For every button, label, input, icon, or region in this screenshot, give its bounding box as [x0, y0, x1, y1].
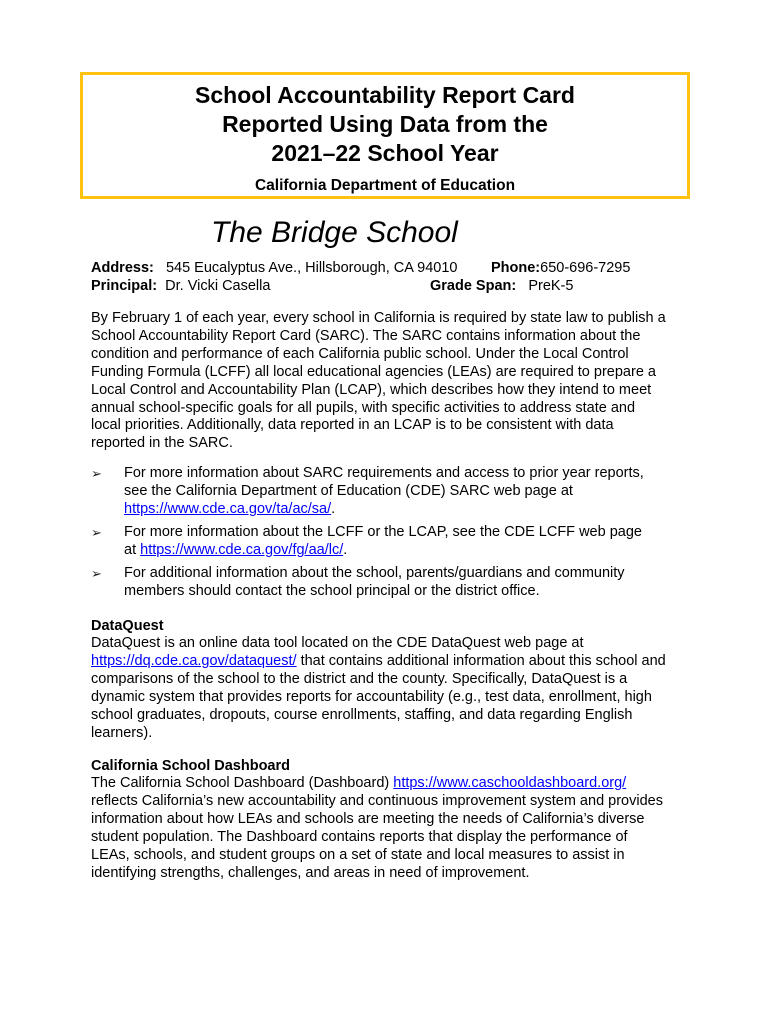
report-title-line-1: School Accountability Report Card: [195, 82, 575, 108]
intro-line: local priorities. Additionally, data reported in an LCAP is to be consistent with data: [91, 417, 614, 434]
dataquest-line: that contains additional information about this school and: [296, 652, 666, 669]
principal-label: Principal:: [91, 278, 158, 294]
report-title-line-2: Reported Using Data from the: [222, 111, 548, 137]
dashboard-link[interactable]: https://www.caschooldashboard.org/: [393, 775, 627, 791]
bullet-text: .: [343, 541, 348, 558]
dashboard-line: identifying strengths, challenges, and areas in need of improvement.: [91, 864, 530, 881]
intro-line: Local Control and Accountability Plan (LCAP), which describes how they intend to meet: [91, 381, 652, 398]
grade-span-label: Grade Span:: [430, 278, 517, 294]
dataquest-paragraph: [91, 635, 701, 742]
address-row: [91, 259, 458, 277]
report-title-line-3: 2021–22 School Year: [271, 140, 499, 166]
address-value: 545 Eucalyptus Ave., Hillsborough, CA 94010: [165, 260, 458, 276]
grade-span-row: [430, 277, 573, 295]
grade-span-value: PreK-5: [528, 278, 574, 294]
intro-line: annual school-specific goals for all pupils, with specific activities to address state and: [91, 399, 636, 416]
bullet-text: members should contact the school principal or the district office.: [124, 582, 540, 599]
bullet-text: For more information about SARC requirements and access to prior year reports,: [124, 465, 644, 481]
intro-paragraph: [91, 310, 701, 453]
address-label: Address:: [91, 260, 154, 276]
bullet-text: .: [331, 500, 336, 517]
intro-line: School Accountability Report Card (SARC). The SARC contains information about the: [91, 327, 641, 344]
arrow-bullet-icon: ➢: [91, 525, 102, 540]
principal-row: [91, 277, 270, 295]
phone-label: Phone:: [491, 260, 541, 276]
sarc-web-page-link[interactable]: https://www.cde.ca.gov/ta/ac/sa/: [124, 500, 332, 517]
dataquest-line: learners).: [91, 724, 153, 741]
principal-value: Dr. Vicki Casella: [165, 278, 271, 294]
dataquest-line: school graduates, dropouts, course enrollments, staffing, and data regarding English: [91, 706, 633, 723]
phone-row: [491, 259, 630, 277]
intro-line: Funding Formula (LCFF) all local educational agencies (LEAs) are required to prepare a: [91, 363, 656, 380]
phone-value: 650-696-7295: [540, 260, 631, 276]
bullet-text: For additional information about the school, parents/guardians and community: [124, 565, 625, 581]
school-name: The Bridge School: [211, 216, 458, 249]
dashboard-heading: California School Dashboard: [91, 758, 290, 774]
dataquest-link[interactable]: https://dq.cde.ca.gov/dataquest/: [91, 652, 297, 669]
intro-line: condition and performance of each California public school. Under the Local Control: [91, 345, 629, 362]
arrow-bullet-icon: ➢: [91, 566, 102, 581]
dataquest-line: comparisons of the school to the district and the county. Specifically, DataQuest is a: [91, 670, 628, 687]
dashboard-line: LEAs, schools, and student groups on a set of state and local measures to assist in: [91, 846, 625, 863]
arrow-bullet-icon: ➢: [91, 466, 102, 481]
lcff-web-page-link[interactable]: https://www.cde.ca.gov/fg/aa/lc/: [140, 541, 344, 558]
dashboard-paragraph: [91, 775, 701, 882]
report-subtitle: California Department of Education: [254, 177, 516, 194]
bullet-text: see the California Department of Education (CDE) SARC web page at: [124, 482, 573, 499]
dataquest-line: dynamic system that provides reports for accountability (e.g., test data, enrollment, high: [91, 688, 652, 705]
dashboard-line: information about how LEAs and schools are meeting the needs of California’s diverse: [91, 810, 645, 827]
dataquest-heading: DataQuest: [91, 618, 164, 634]
report-title-box: [80, 72, 690, 199]
dataquest-line: DataQuest is an online data tool located on the CDE DataQuest web page at: [91, 635, 584, 651]
bullet-text: For more information about the LCFF or the LCAP, see the CDE LCFF web page: [124, 524, 642, 540]
dashboard-line: The California School Dashboard (Dashboard): [91, 775, 394, 791]
dashboard-line: reflects California’s new accountability and continuous improvement system and provides: [91, 792, 663, 809]
intro-line: reported in the SARC.: [91, 435, 233, 452]
bullet-text: at: [124, 541, 141, 558]
intro-line: By February 1 of each year, every school in California is required by state law to publish a: [91, 310, 666, 326]
dashboard-line: student population. The Dashboard contains reports that display the performance of: [91, 828, 628, 845]
